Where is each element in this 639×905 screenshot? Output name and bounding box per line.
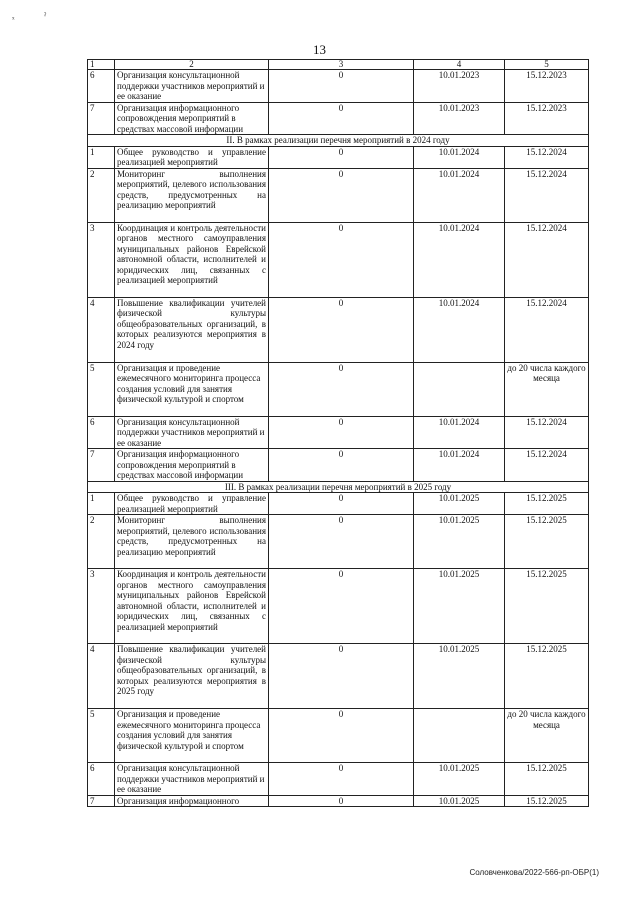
task-description: Организация консультационной поддержки участников мероприятий и ее оказание: [115, 763, 269, 796]
column-number: 2: [115, 60, 269, 70]
end-date: 15.12.2025: [505, 569, 589, 644]
row-number: 1: [88, 146, 115, 168]
task-description: Мониторинг выполнения мероприятий, целевого использования средств, предусмотренных на реализацию мероприятий: [115, 168, 269, 222]
task-description: Организация и проведение ежемесячного мониторинга процесса создания условий для занятия физической культурой и спортом: [115, 709, 269, 763]
section-title: II. В рамках реализации перечня мероприятий в 2024 году: [88, 135, 589, 147]
table-row: [88, 297, 589, 362]
task-description: Организация информационного сопровождения мероприятий в средствах массовой информации: [115, 449, 269, 482]
table-row: [88, 569, 589, 644]
start-date: 10.01.2024: [414, 416, 505, 449]
document-reference: Соловченкова/2022-566-рп-ОБР(1): [469, 868, 599, 877]
page-number: 13: [313, 42, 326, 57]
table-row: [88, 222, 589, 297]
amount-cell: 0: [269, 146, 414, 168]
amount-cell: 0: [269, 449, 414, 482]
task-description: Координация и контроль деятельности органов местного самоуправления муниципальных районов Еврейской автономной области, исполнителей и юридических лиц, связанных с реализацией мероприятий: [115, 222, 269, 297]
start-date: [414, 362, 505, 416]
end-date: 15.12.2025: [505, 763, 589, 796]
amount-cell: 0: [269, 709, 414, 763]
table-row: [88, 795, 589, 807]
row-number: 1: [88, 493, 115, 515]
start-date: 10.01.2025: [414, 795, 505, 807]
column-number: 4: [414, 60, 505, 70]
task-description: Координация и контроль деятельности органов местного самоуправления муниципальных районов Еврейской автономной области, исполнителей и юридических лиц, связанных с реализацией мероприятий: [115, 569, 269, 644]
table-row: [88, 168, 589, 222]
table-row: [88, 102, 589, 135]
start-date: 10.01.2025: [414, 644, 505, 709]
end-date: 15.12.2025: [505, 515, 589, 569]
table-row: [88, 416, 589, 449]
amount-cell: 0: [269, 763, 414, 796]
table-row: [88, 644, 589, 709]
row-number: 5: [88, 362, 115, 416]
amount-cell: 0: [269, 70, 414, 103]
row-number: 7: [88, 449, 115, 482]
start-date: 10.01.2023: [414, 70, 505, 103]
amount-cell: 0: [269, 416, 414, 449]
task-description: Общее руководство и управление реализацией мероприятий: [115, 493, 269, 515]
task-description: Организация информационного сопровождения мероприятий в средствах массовой информации: [115, 102, 269, 135]
end-date: до 20 числа каждого месяца: [505, 362, 589, 416]
end-date: 15.12.2024: [505, 416, 589, 449]
row-number: 4: [88, 297, 115, 362]
amount-cell: 0: [269, 644, 414, 709]
section-header-row: [88, 135, 589, 147]
scan-mark-left: ˣ: [12, 14, 15, 24]
column-number: 3: [269, 60, 414, 70]
row-number: 6: [88, 416, 115, 449]
task-description: Повышение квалификации учителей физической культуры общеобразовательных организаций, в которых реализуются мероприятия в 2024 году: [115, 297, 269, 362]
column-number: 5: [505, 60, 589, 70]
row-number: 6: [88, 70, 115, 103]
amount-cell: 0: [269, 362, 414, 416]
table-row: [88, 709, 589, 763]
amount-cell: 0: [269, 569, 414, 644]
table-row: [88, 515, 589, 569]
end-date: 15.12.2024: [505, 222, 589, 297]
row-number: 2: [88, 168, 115, 222]
table-row: [88, 449, 589, 482]
start-date: 10.01.2024: [414, 222, 505, 297]
task-description: Мониторинг выполнения мероприятий, целевого использования средств, предусмотренных на реализацию мероприятий: [115, 515, 269, 569]
start-date: 10.01.2025: [414, 515, 505, 569]
table-row: [88, 493, 589, 515]
amount-cell: 0: [269, 168, 414, 222]
section-header-row: [88, 481, 589, 493]
start-date: 10.01.2023: [414, 102, 505, 135]
start-date: 10.01.2025: [414, 763, 505, 796]
task-description: Повышение квалификации учителей физической культуры общеобразовательных организаций, в которых реализуются мероприятия в 2025 году: [115, 644, 269, 709]
end-date: 15.12.2024: [505, 297, 589, 362]
table-row: [88, 763, 589, 796]
start-date: 10.01.2025: [414, 569, 505, 644]
amount-cell: 0: [269, 102, 414, 135]
task-description: Организация консультационной поддержки участников мероприятий и ее оказание: [115, 416, 269, 449]
end-date: 15.12.2025: [505, 493, 589, 515]
row-number: 5: [88, 709, 115, 763]
row-number: 7: [88, 102, 115, 135]
task-description: Организация консультационной поддержки участников мероприятий и ее оказание: [115, 70, 269, 103]
row-number: 7: [88, 795, 115, 807]
amount-cell: 0: [269, 515, 414, 569]
start-date: 10.01.2024: [414, 449, 505, 482]
amount-cell: 0: [269, 493, 414, 515]
column-number: 1: [88, 60, 115, 70]
end-date: 15.12.2024: [505, 146, 589, 168]
amount-cell: 0: [269, 222, 414, 297]
start-date: 10.01.2024: [414, 146, 505, 168]
start-date: [414, 709, 505, 763]
end-date: 15.12.2025: [505, 644, 589, 709]
row-number: 2: [88, 515, 115, 569]
task-description: Организация и проведение ежемесячного мониторинга процесса создания условий для занятия физической культурой и спортом: [115, 362, 269, 416]
end-date: 15.12.2024: [505, 449, 589, 482]
start-date: 10.01.2024: [414, 168, 505, 222]
end-date: 15.12.2023: [505, 70, 589, 103]
end-date: 15.12.2025: [505, 795, 589, 807]
start-date: 10.01.2025: [414, 493, 505, 515]
row-number: 3: [88, 222, 115, 297]
end-date: 15.12.2024: [505, 168, 589, 222]
amount-cell: 0: [269, 297, 414, 362]
start-date: 10.01.2024: [414, 297, 505, 362]
table-row: [88, 362, 589, 416]
column-number-row: [88, 60, 589, 70]
task-description: Организация информационного: [115, 795, 269, 807]
scan-mark-right: ˀ: [44, 11, 47, 21]
table-row: [88, 70, 589, 103]
row-number: 6: [88, 763, 115, 796]
row-number: 4: [88, 644, 115, 709]
schedule-table: [87, 59, 589, 807]
section-title: III. В рамках реализации перечня мероприятий в 2025 году: [88, 481, 589, 493]
end-date: до 20 числа каждого месяца: [505, 709, 589, 763]
table-row: [88, 146, 589, 168]
task-description: Общее руководство и управление реализацией мероприятий: [115, 146, 269, 168]
amount-cell: 0: [269, 795, 414, 807]
row-number: 3: [88, 569, 115, 644]
end-date: 15.12.2023: [505, 102, 589, 135]
